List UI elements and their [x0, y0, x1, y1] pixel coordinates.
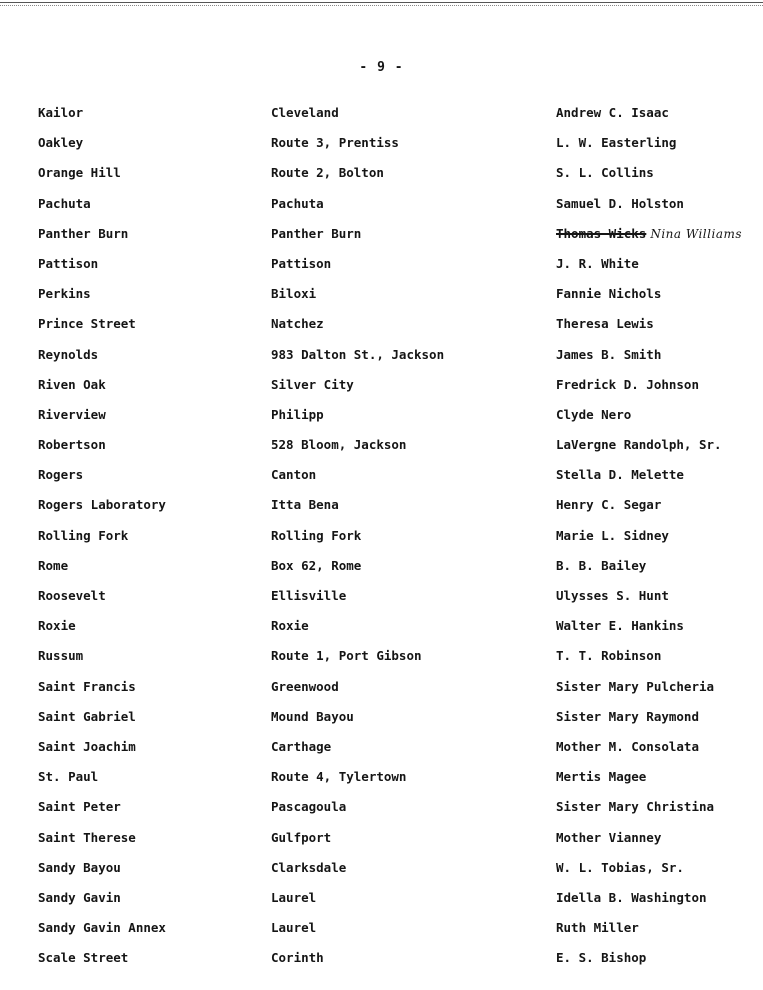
principal-cell [556, 860, 684, 875]
list-item [0, 679, 763, 709]
principal-name: Idella B. Washington [556, 889, 707, 905]
list-item [0, 739, 763, 769]
school-name: Scale Street [38, 950, 129, 966]
school-location: Canton [271, 467, 317, 483]
list-item [0, 286, 763, 316]
school-name: Sandy Gavin Annex [38, 920, 166, 936]
principal-name: Fannie Nichols [556, 286, 662, 302]
school-name: Rogers [38, 467, 84, 483]
school-name: Rome [38, 557, 69, 573]
list-item [0, 407, 763, 437]
principal-name: Thomas Wicks [556, 225, 647, 241]
school-location: Greenwood [271, 678, 339, 694]
school-location: Itta Bena [271, 497, 339, 513]
principal-name: Samuel D. Holston [556, 195, 684, 211]
principal-cell [556, 890, 707, 905]
school-location: Natchez [271, 316, 324, 332]
school-location: Panther Burn [271, 225, 362, 241]
school-location: Box 62, Rome [271, 557, 362, 573]
school-name: Russum [38, 648, 84, 664]
principal-name: E. S. Bishop [556, 950, 647, 966]
principal-cell [556, 377, 699, 392]
list-item [0, 347, 763, 377]
list-item [0, 709, 763, 739]
school-location: Gulfport [271, 829, 332, 845]
principal-cell [556, 437, 722, 452]
principal-cell [556, 618, 684, 633]
school-name: Pattison [38, 255, 99, 271]
principal-cell [556, 799, 714, 814]
school-location: Mound Bayou [271, 708, 354, 724]
principal-name: J. R. White [556, 255, 639, 271]
school-location: Cleveland [271, 105, 339, 120]
school-location: 528 Bloom, Jackson [271, 437, 407, 453]
school-location: Laurel [271, 920, 317, 936]
principal-cell [556, 769, 646, 784]
school-location: Silver City [271, 376, 354, 392]
school-name: Reynolds [38, 346, 99, 362]
principal-name: B. B. Bailey [556, 557, 647, 573]
principal-name: James B. Smith [556, 346, 662, 362]
principal-name: Sister Mary Christina [556, 799, 715, 815]
school-name: Orange Hill [38, 165, 121, 181]
list-item [0, 226, 763, 256]
list-item [0, 105, 763, 135]
principal-name: Fredrick D. Johnson [556, 376, 699, 392]
school-name: Sandy Gavin [38, 889, 121, 905]
school-name: Saint Francis [38, 678, 136, 694]
list-item [0, 799, 763, 829]
principal-cell [556, 739, 699, 754]
school-location: Rolling Fork [271, 527, 362, 543]
principal-name: T. T. Robinson [556, 648, 662, 664]
school-name: St. Paul [38, 769, 99, 785]
school-name: Rolling Fork [38, 527, 129, 543]
list-item [0, 165, 763, 195]
principal-name: LaVergne Randolph, Sr. [556, 437, 722, 453]
principal-cell [556, 920, 639, 935]
list-item [0, 860, 763, 890]
handwritten-correction: Nina Williams [650, 226, 743, 241]
principal-cell [556, 950, 646, 965]
principal-name: Walter E. Hankins [556, 618, 684, 634]
top-rule [0, 2, 763, 6]
principal-cell [556, 648, 661, 663]
page-number: - 9 - [359, 60, 404, 75]
list-item [0, 135, 763, 165]
school-name: Rogers Laboratory [38, 497, 166, 513]
school-name: Pachuta [38, 195, 91, 211]
list-item [0, 196, 763, 226]
school-location: Pascagoula [271, 799, 347, 815]
principal-cell [556, 135, 676, 150]
principal-cell [556, 316, 654, 331]
principal-cell [556, 226, 742, 241]
list-item [0, 618, 763, 648]
list-item [0, 528, 763, 558]
principal-cell [556, 256, 639, 271]
school-name: Roosevelt [38, 588, 106, 603]
list-item [0, 497, 763, 527]
school-name: Saint Therese [38, 829, 136, 845]
principal-name: Mother Vianney [556, 829, 662, 845]
school-location: Route 2, Bolton [271, 165, 384, 181]
school-location: Clarksdale [271, 859, 347, 875]
school-name: Riverview [38, 406, 106, 422]
list-item [0, 950, 763, 980]
list-item [0, 890, 763, 920]
school-name: Kailor [38, 105, 84, 120]
school-name: Saint Peter [38, 799, 121, 815]
school-name: Riven Oak [38, 376, 106, 392]
school-name: Sandy Bayou [38, 859, 121, 875]
principal-name: S. L. Collins [556, 165, 654, 181]
principal-name: Andrew C. Isaac [556, 105, 669, 120]
principal-cell [556, 709, 699, 724]
list-item [0, 256, 763, 286]
list-item [0, 437, 763, 467]
principal-cell [556, 679, 714, 694]
principal-name: W. L. Tobias, Sr. [556, 859, 684, 875]
school-name: Prince Street [38, 316, 136, 332]
principal-cell [556, 196, 684, 211]
school-name: Roxie [38, 618, 76, 634]
principal-cell [556, 407, 631, 422]
school-location: Roxie [271, 618, 309, 634]
principal-name: Sister Mary Pulcheria [556, 678, 715, 694]
list-item [0, 558, 763, 588]
list-item [0, 920, 763, 950]
school-location: Pattison [271, 255, 332, 271]
school-name: Saint Joachim [38, 738, 136, 754]
principal-name: Clyde Nero [556, 406, 632, 422]
list-item [0, 588, 763, 618]
school-location: Corinth [271, 950, 324, 966]
school-location: Route 3, Prentiss [271, 135, 399, 151]
school-location: Pachuta [271, 195, 324, 211]
school-location: Philipp [271, 406, 324, 422]
principal-name: Mother M. Consolata [556, 738, 699, 754]
principal-cell [556, 467, 684, 482]
principal-name: Sister Mary Raymond [556, 708, 699, 724]
school-location: Route 4, Tylertown [271, 769, 407, 785]
school-location: Ellisville [271, 588, 347, 603]
principal-name: Theresa Lewis [556, 316, 654, 332]
principal-cell [556, 286, 661, 301]
list-item [0, 316, 763, 346]
school-location: Laurel [271, 889, 317, 905]
principal-name: Mertis Magee [556, 769, 647, 785]
principal-cell [556, 347, 661, 362]
school-name: Robertson [38, 437, 106, 453]
school-directory-list [0, 105, 763, 980]
list-item [0, 648, 763, 678]
school-location: Route 1, Port Gibson [271, 648, 422, 664]
school-location: 983 Dalton St., Jackson [271, 346, 445, 362]
principal-name: Ruth Miller [556, 920, 639, 936]
principal-cell [556, 165, 654, 180]
principal-cell [556, 830, 661, 845]
school-name: Perkins [38, 286, 91, 302]
list-item [0, 467, 763, 497]
principal-cell [556, 558, 646, 573]
principal-name: L. W. Easterling [556, 135, 677, 151]
school-location: Biloxi [271, 286, 317, 302]
principal-name: Ulysses S. Hunt [556, 588, 669, 603]
list-item [0, 377, 763, 407]
principal-cell [556, 528, 669, 543]
school-name: Panther Burn [38, 225, 129, 241]
list-item [0, 830, 763, 860]
school-name: Saint Gabriel [38, 708, 136, 724]
principal-cell [556, 105, 669, 120]
principal-name: Marie L. Sidney [556, 527, 669, 543]
list-item [0, 769, 763, 799]
principal-cell [556, 588, 669, 603]
principal-name: Henry C. Segar [556, 497, 662, 513]
school-location: Carthage [271, 738, 332, 754]
principal-name: Stella D. Melette [556, 467, 684, 483]
principal-cell [556, 497, 661, 512]
school-name: Oakley [38, 135, 84, 151]
